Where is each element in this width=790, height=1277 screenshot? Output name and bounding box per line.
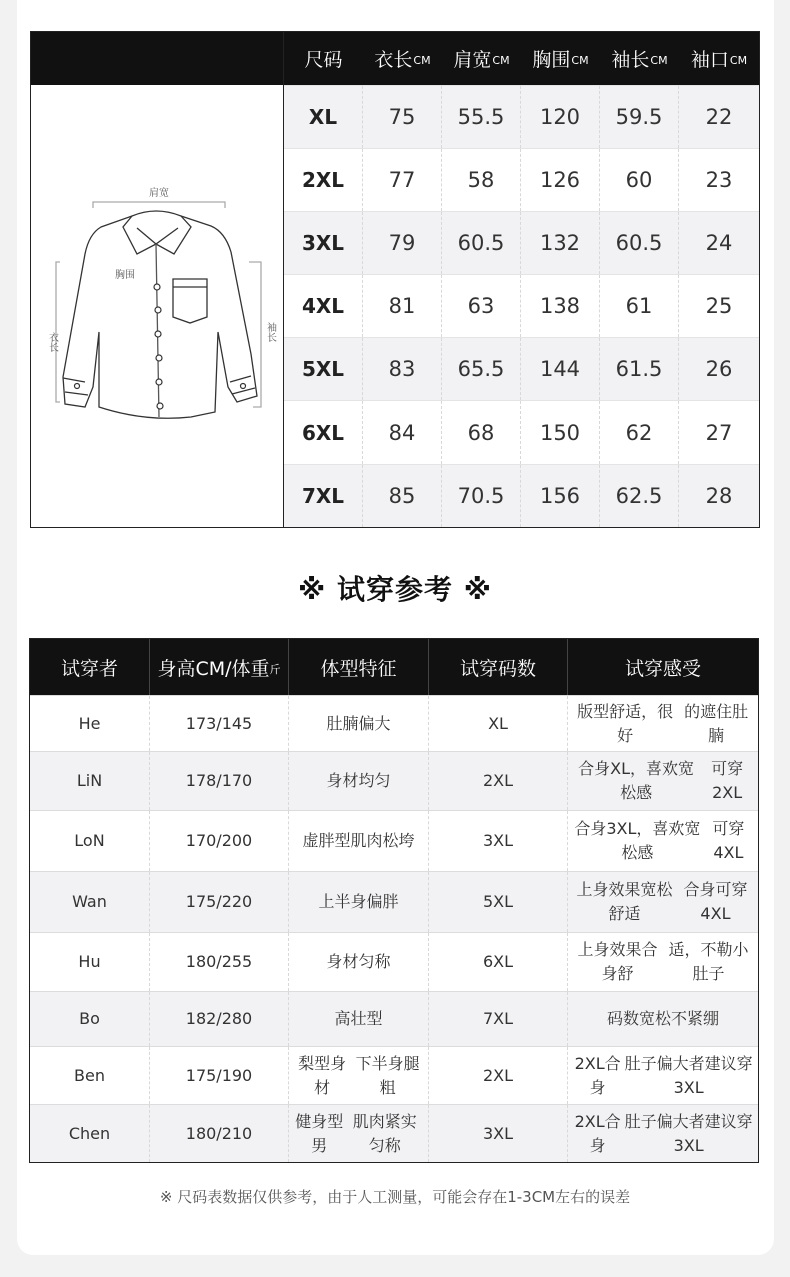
size-header-cell: 袖长 CM bbox=[611, 49, 668, 71]
try-row bbox=[30, 810, 758, 871]
try-size-cell: 5XL bbox=[429, 872, 568, 932]
feeling-cell bbox=[568, 992, 758, 1046]
size-value-cell: 62.5 bbox=[600, 465, 679, 527]
size-value-cell: 156 bbox=[521, 465, 600, 527]
body-type-cell bbox=[289, 933, 429, 991]
size-value-cell: 23 bbox=[705, 168, 733, 193]
body-type-line: 梨型身材 bbox=[298, 1053, 347, 1097]
size-label-cell: XL bbox=[284, 86, 363, 148]
height-weight-cell: 173/145 bbox=[150, 696, 289, 751]
tester-name-cell: Ben bbox=[30, 1047, 150, 1104]
feeling-line: 合身3XL，喜欢宽松感 bbox=[574, 819, 701, 862]
size-value-cell: 85 bbox=[363, 465, 442, 527]
height-weight-cell: 178/170 bbox=[150, 752, 289, 810]
size-value-cell: 132 bbox=[521, 212, 600, 274]
feeling-line: 上身效果合身舒 bbox=[577, 940, 658, 983]
diagram-label-length: 衣长 bbox=[46, 332, 58, 352]
feeling-line: 码数宽松不紧绷 bbox=[606, 1009, 719, 1028]
disclaimer-note: ※ 尺码表数据仅供参考，由于人工测量，可能会存在1-3CM左右的误差 bbox=[159, 1188, 631, 1206]
size-value-cell: 59.5 bbox=[600, 86, 679, 148]
size-chart bbox=[30, 31, 760, 528]
tester-name-cell: He bbox=[30, 696, 150, 751]
size-value-cell: 24 bbox=[705, 231, 733, 256]
height-weight-cell: 170/200 bbox=[150, 811, 289, 871]
size-value-cell: 26 bbox=[705, 357, 733, 382]
body-type-cell bbox=[289, 752, 429, 810]
feeling-line: 肚子偏大者建议穿3XL bbox=[624, 1111, 753, 1155]
size-value-cell: 60 bbox=[600, 149, 679, 211]
size-row bbox=[284, 337, 759, 400]
try-header-cell: 试穿者 bbox=[30, 639, 150, 695]
size-row bbox=[284, 274, 759, 337]
try-row bbox=[30, 991, 758, 1046]
size-value-cell: 55.5 bbox=[442, 86, 521, 148]
try-row bbox=[30, 695, 758, 751]
size-header-cell: 尺码 bbox=[304, 49, 343, 71]
feeling-line: 合身可穿4XL bbox=[683, 880, 748, 923]
body-type-cell bbox=[289, 1047, 429, 1104]
feeling-line: 可穿4XL bbox=[712, 819, 745, 862]
body-type-line: 上半身偏胖 bbox=[318, 892, 399, 911]
body-type-line: 肚腩偏大 bbox=[326, 713, 391, 733]
feeling-line: 版型舒适，很好 bbox=[577, 701, 674, 745]
body-type-cell bbox=[289, 696, 429, 751]
body-type-line: 身材匀称 bbox=[326, 952, 391, 971]
size-value-cell: 60.5 bbox=[442, 212, 521, 274]
try-size-cell: 2XL bbox=[429, 752, 568, 810]
size-label-cell: 4XL bbox=[284, 275, 363, 337]
feeling-cell bbox=[568, 811, 758, 871]
size-value-cell: 65.5 bbox=[442, 338, 521, 400]
body-type-line: 高壮型 bbox=[334, 1009, 383, 1028]
size-value-cell: 25 bbox=[705, 294, 733, 319]
height-weight-cell: 175/190 bbox=[150, 1047, 289, 1104]
size-label-cell: 5XL bbox=[284, 338, 363, 400]
size-value-cell: 22 bbox=[705, 105, 733, 130]
feeling-line: 可穿2XL bbox=[711, 759, 744, 802]
size-row bbox=[284, 400, 759, 463]
size-value-cell: 61 bbox=[600, 275, 679, 337]
tester-name-cell: Wan bbox=[30, 872, 150, 932]
feeling-cell bbox=[568, 1047, 758, 1104]
size-value-cell: 61.5 bbox=[600, 338, 679, 400]
size-value-cell: 120 bbox=[521, 86, 600, 148]
diagram-label-chest: 胸围 bbox=[115, 270, 135, 281]
diagram-label-sleeve: 袖长 bbox=[264, 322, 276, 342]
size-header-row bbox=[284, 32, 759, 85]
size-value-cell: 58 bbox=[442, 149, 521, 211]
shirt-diagram-icon bbox=[46, 182, 276, 452]
size-value-cell: 62 bbox=[600, 401, 679, 463]
size-label-cell: 3XL bbox=[284, 212, 363, 274]
body-type-line: 身材均匀 bbox=[326, 771, 391, 790]
size-value-cell: 28 bbox=[705, 483, 733, 508]
size-row bbox=[284, 148, 759, 211]
body-type-cell bbox=[289, 872, 429, 932]
size-header-cell: 肩宽 CM bbox=[453, 49, 510, 71]
body-type-line: 健身型男 bbox=[295, 1111, 344, 1155]
body-type-cell bbox=[289, 1105, 429, 1162]
diagram-panel bbox=[31, 32, 284, 527]
section-title: ※ 试穿参考 ※ bbox=[298, 573, 492, 606]
feeling-line: 上身效果宽松舒适 bbox=[576, 880, 673, 923]
try-on-table bbox=[29, 638, 759, 1163]
size-value-cell: 75 bbox=[363, 86, 442, 148]
size-value-cell: 81 bbox=[363, 275, 442, 337]
height-weight-cell: 180/210 bbox=[150, 1105, 289, 1162]
feeling-cell bbox=[568, 933, 758, 991]
feeling-line: 合身XL，喜欢宽松感 bbox=[578, 759, 695, 802]
try-header-cell: 身高CM/体重 斤 bbox=[150, 639, 289, 695]
diagram-label-shoulder: 肩宽 bbox=[149, 188, 169, 199]
size-value-cell: 138 bbox=[521, 275, 600, 337]
try-row bbox=[30, 1046, 758, 1104]
try-header-cell: 试穿感受 bbox=[624, 657, 701, 680]
tester-name-cell: Hu bbox=[30, 933, 150, 991]
height-weight-cell: 182/280 bbox=[150, 992, 289, 1046]
try-row bbox=[30, 932, 758, 991]
size-body bbox=[284, 85, 759, 527]
body-type-line: 肌肉紧实匀称 bbox=[352, 1111, 417, 1155]
try-row bbox=[30, 1104, 758, 1162]
height-weight-cell: 175/220 bbox=[150, 872, 289, 932]
size-value-cell: 144 bbox=[521, 338, 600, 400]
body-type-cell bbox=[289, 811, 429, 871]
feeling-line: 适，不勒小肚子 bbox=[668, 940, 749, 983]
size-value-cell: 63 bbox=[442, 275, 521, 337]
size-label-cell: 7XL bbox=[284, 465, 363, 527]
feeling-line: 肚子偏大者建议穿3XL bbox=[624, 1053, 753, 1097]
try-size-cell: 3XL bbox=[429, 1105, 568, 1162]
size-value-cell: 70.5 bbox=[442, 465, 521, 527]
try-size-cell: 7XL bbox=[429, 992, 568, 1046]
body-type-line: 下半身腿粗 bbox=[355, 1053, 420, 1097]
size-header-cell: 衣长 CM bbox=[374, 49, 431, 71]
tester-name-cell: Chen bbox=[30, 1105, 150, 1162]
tester-name-cell: LiN bbox=[30, 752, 150, 810]
try-header-row bbox=[30, 639, 758, 695]
feeling-line: 2XL合身 bbox=[574, 1111, 621, 1155]
size-header-cell: 胸围 CM bbox=[532, 49, 589, 71]
try-size-cell: 6XL bbox=[429, 933, 568, 991]
tester-name-cell: LoN bbox=[30, 811, 150, 871]
try-row bbox=[30, 871, 758, 932]
size-row bbox=[284, 211, 759, 274]
size-header-cell: 袖口 CM bbox=[690, 49, 748, 71]
feeling-cell bbox=[568, 872, 758, 932]
body-type-line: 虚胖型肌肉松垮 bbox=[302, 831, 415, 850]
size-row bbox=[284, 85, 759, 148]
feeling-cell bbox=[568, 1105, 758, 1162]
size-value-cell: 79 bbox=[363, 212, 442, 274]
feeling-cell bbox=[568, 696, 758, 751]
size-value-cell: 77 bbox=[363, 149, 442, 211]
size-value-cell: 150 bbox=[521, 401, 600, 463]
height-weight-cell: 180/255 bbox=[150, 933, 289, 991]
try-row bbox=[30, 751, 758, 810]
try-size-cell: 2XL bbox=[429, 1047, 568, 1104]
try-body bbox=[30, 695, 758, 1162]
feeling-line: 2XL合身 bbox=[574, 1053, 621, 1097]
feeling-cell bbox=[568, 752, 758, 810]
size-value-cell: 27 bbox=[705, 420, 733, 445]
size-label-cell: 2XL bbox=[284, 149, 363, 211]
try-size-cell: XL bbox=[429, 696, 568, 751]
size-label-cell: 6XL bbox=[284, 401, 363, 463]
size-value-cell: 60.5 bbox=[600, 212, 679, 274]
size-value-cell: 83 bbox=[363, 338, 442, 400]
size-value-cell: 126 bbox=[521, 149, 600, 211]
tester-name-cell: Bo bbox=[30, 992, 150, 1046]
size-grid bbox=[284, 32, 759, 527]
try-size-cell: 3XL bbox=[429, 811, 568, 871]
size-value-cell: 68 bbox=[442, 401, 521, 463]
size-row bbox=[284, 464, 759, 527]
try-header-cell: 体型特征 bbox=[289, 639, 429, 695]
diagram-header bbox=[31, 32, 283, 85]
feeling-line: 的遮住肚腩 bbox=[684, 701, 749, 745]
try-header-cell: 试穿码数 bbox=[429, 639, 568, 695]
size-value-cell: 84 bbox=[363, 401, 442, 463]
body-type-cell bbox=[289, 992, 429, 1046]
